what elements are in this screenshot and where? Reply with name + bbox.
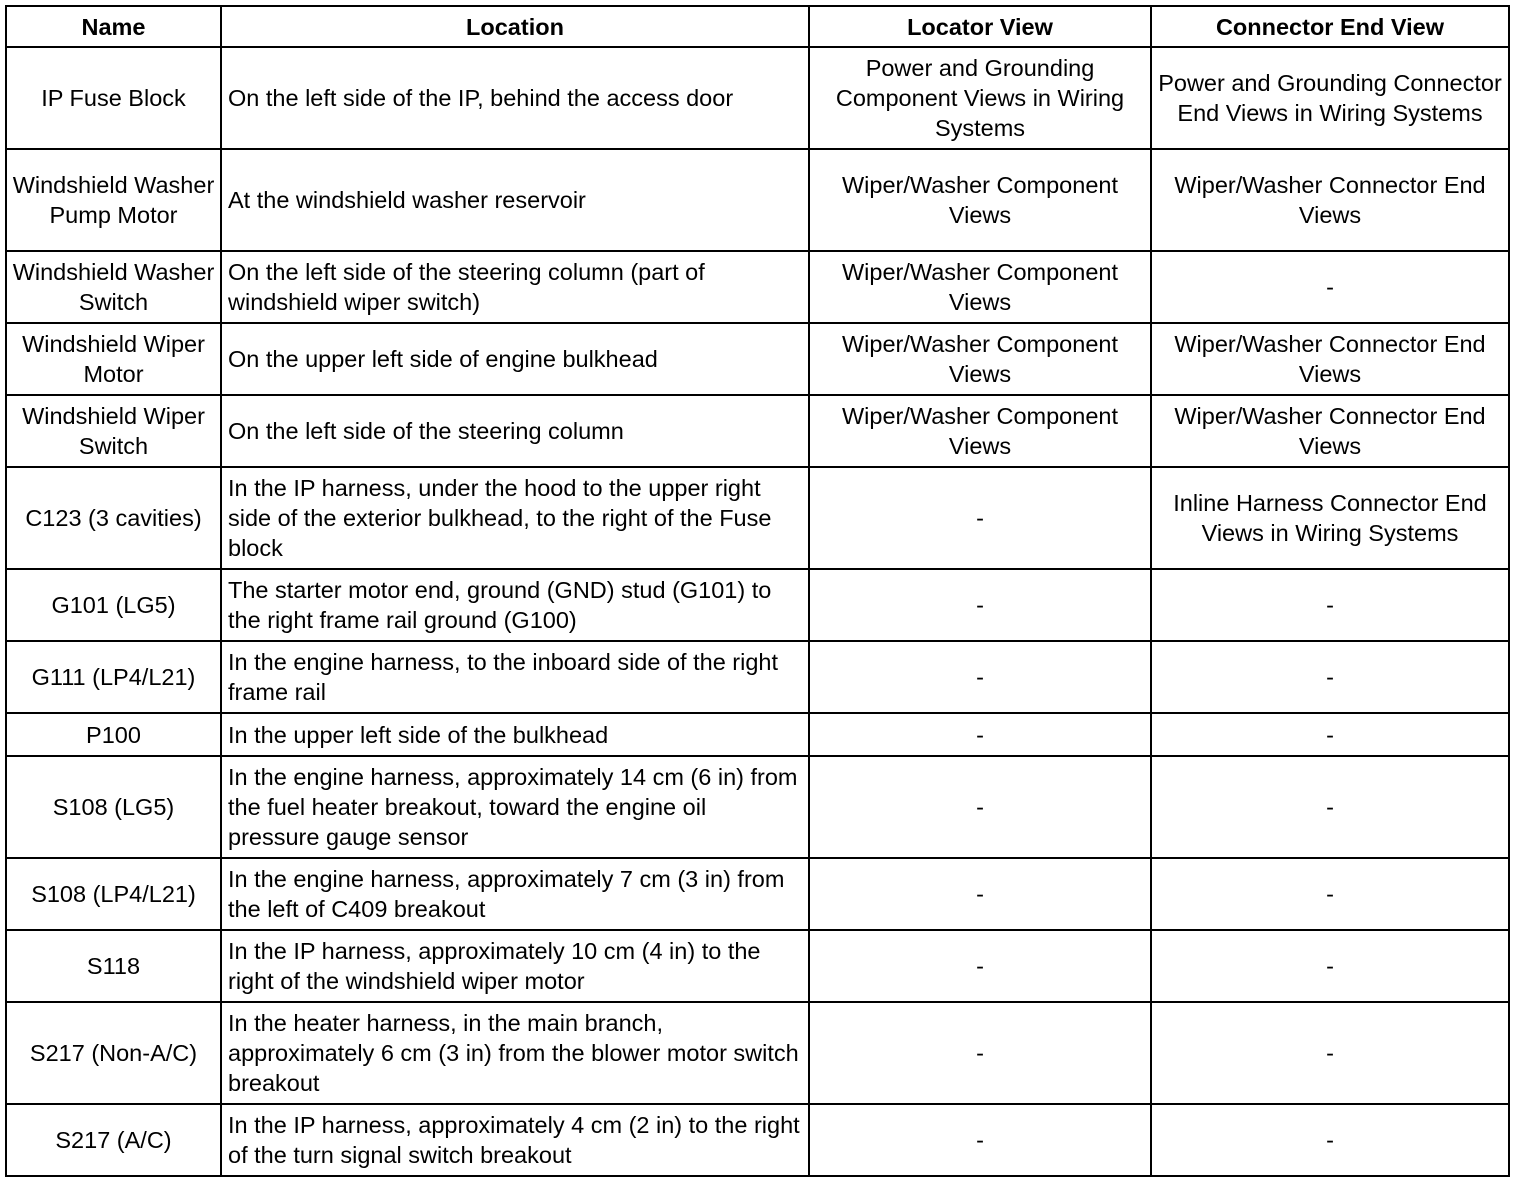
cell-locator-view: Power and Grounding Component Views in Wiring Systems [809,47,1151,149]
cell-name: G111 (LP4/L21) [6,641,221,713]
cell-locator-view: - [809,569,1151,641]
cell-location: The starter motor end, ground (GND) stud (G101) to the right frame rail ground (G100) [221,569,809,641]
cell-name: S217 (A/C) [6,1104,221,1176]
cell-location: On the left side of the steering column (part of windshield wiper switch) [221,251,809,323]
cell-connector-end-view: - [1151,858,1509,930]
cell-location: In the engine harness, approximately 7 cm (3 in) from the left of C409 breakout [221,858,809,930]
cell-locator-view: - [809,713,1151,756]
table-row [6,713,1509,756]
cell-name: S118 [6,930,221,1002]
header-row [6,6,1509,47]
table-row [6,47,1509,149]
cell-connector-end-view: - [1151,641,1509,713]
cell-connector-end-view: Power and Grounding Connector End Views in Wiring Systems [1151,47,1509,149]
cell-locator-view: Wiper/Washer Component Views [809,395,1151,467]
cell-location: In the IP harness, approximately 4 cm (2 in) to the right of the turn signal switch breakout [221,1104,809,1176]
cell-locator-view: Wiper/Washer Component Views [809,323,1151,395]
cell-location: In the engine harness, approximately 14 cm (6 in) from the fuel heater breakout, toward the engine oil pressure gauge sensor [221,756,809,858]
table-row [6,1104,1509,1176]
cell-locator-view: - [809,930,1151,1002]
table-row [6,1002,1509,1104]
cell-connector-end-view: - [1151,930,1509,1002]
cell-connector-end-view: Inline Harness Connector End Views in Wiring Systems [1151,467,1509,569]
cell-locator-view: Wiper/Washer Component Views [809,251,1151,323]
cell-location: In the heater harness, in the main branch, approximately 6 cm (3 in) from the blower motor switch breakout [221,1002,809,1104]
cell-location: In the engine harness, to the inboard side of the right frame rail [221,641,809,713]
cell-locator-view: - [809,756,1151,858]
cell-name: Windshield Washer Switch [6,251,221,323]
cell-connector-end-view: Wiper/Washer Connector End Views [1151,395,1509,467]
component-locator-table [5,5,1510,1177]
table-row [6,756,1509,858]
cell-name: G101 (LG5) [6,569,221,641]
table-row [6,467,1509,569]
table-row [6,569,1509,641]
cell-locator-view: - [809,467,1151,569]
cell-connector-end-view: - [1151,569,1509,641]
header-connector-end-view: Connector End View [1151,6,1509,47]
cell-name: S217 (Non-A/C) [6,1002,221,1104]
cell-location: In the IP harness, approximately 10 cm (4 in) to the right of the windshield wiper motor [221,930,809,1002]
cell-name: Windshield Wiper Switch [6,395,221,467]
cell-name: Windshield Washer Pump Motor [6,149,221,251]
table-row [6,149,1509,251]
cell-location: In the upper left side of the bulkhead [221,713,809,756]
cell-locator-view: - [809,1002,1151,1104]
header-locator-view: Locator View [809,6,1151,47]
table-row [6,858,1509,930]
cell-name: C123 (3 cavities) [6,467,221,569]
cell-location: On the left side of the steering column [221,395,809,467]
cell-name: S108 (LG5) [6,756,221,858]
cell-connector-end-view: Wiper/Washer Connector End Views [1151,323,1509,395]
table-row [6,930,1509,1002]
cell-connector-end-view: - [1151,1002,1509,1104]
cell-locator-view: - [809,641,1151,713]
cell-locator-view: Wiper/Washer Component Views [809,149,1151,251]
cell-name: S108 (LP4/L21) [6,858,221,930]
cell-name: Windshield Wiper Motor [6,323,221,395]
cell-connector-end-view: - [1151,713,1509,756]
header-location: Location [221,6,809,47]
cell-connector-end-view: - [1151,251,1509,323]
table-header [6,6,1509,47]
cell-location: At the windshield washer reservoir [221,149,809,251]
cell-locator-view: - [809,1104,1151,1176]
cell-name: P100 [6,713,221,756]
cell-connector-end-view: - [1151,1104,1509,1176]
cell-locator-view: - [809,858,1151,930]
cell-connector-end-view: Wiper/Washer Connector End Views [1151,149,1509,251]
cell-location: On the upper left side of engine bulkhead [221,323,809,395]
table-row [6,641,1509,713]
cell-location: In the IP harness, under the hood to the upper right side of the exterior bulkhead, to the right of the Fuse block [221,467,809,569]
table-row [6,395,1509,467]
table-row [6,251,1509,323]
table-body [6,47,1509,1176]
header-name: Name [6,6,221,47]
table-row [6,323,1509,395]
cell-name: IP Fuse Block [6,47,221,149]
cell-location: On the left side of the IP, behind the access door [221,47,809,149]
cell-connector-end-view: - [1151,756,1509,858]
